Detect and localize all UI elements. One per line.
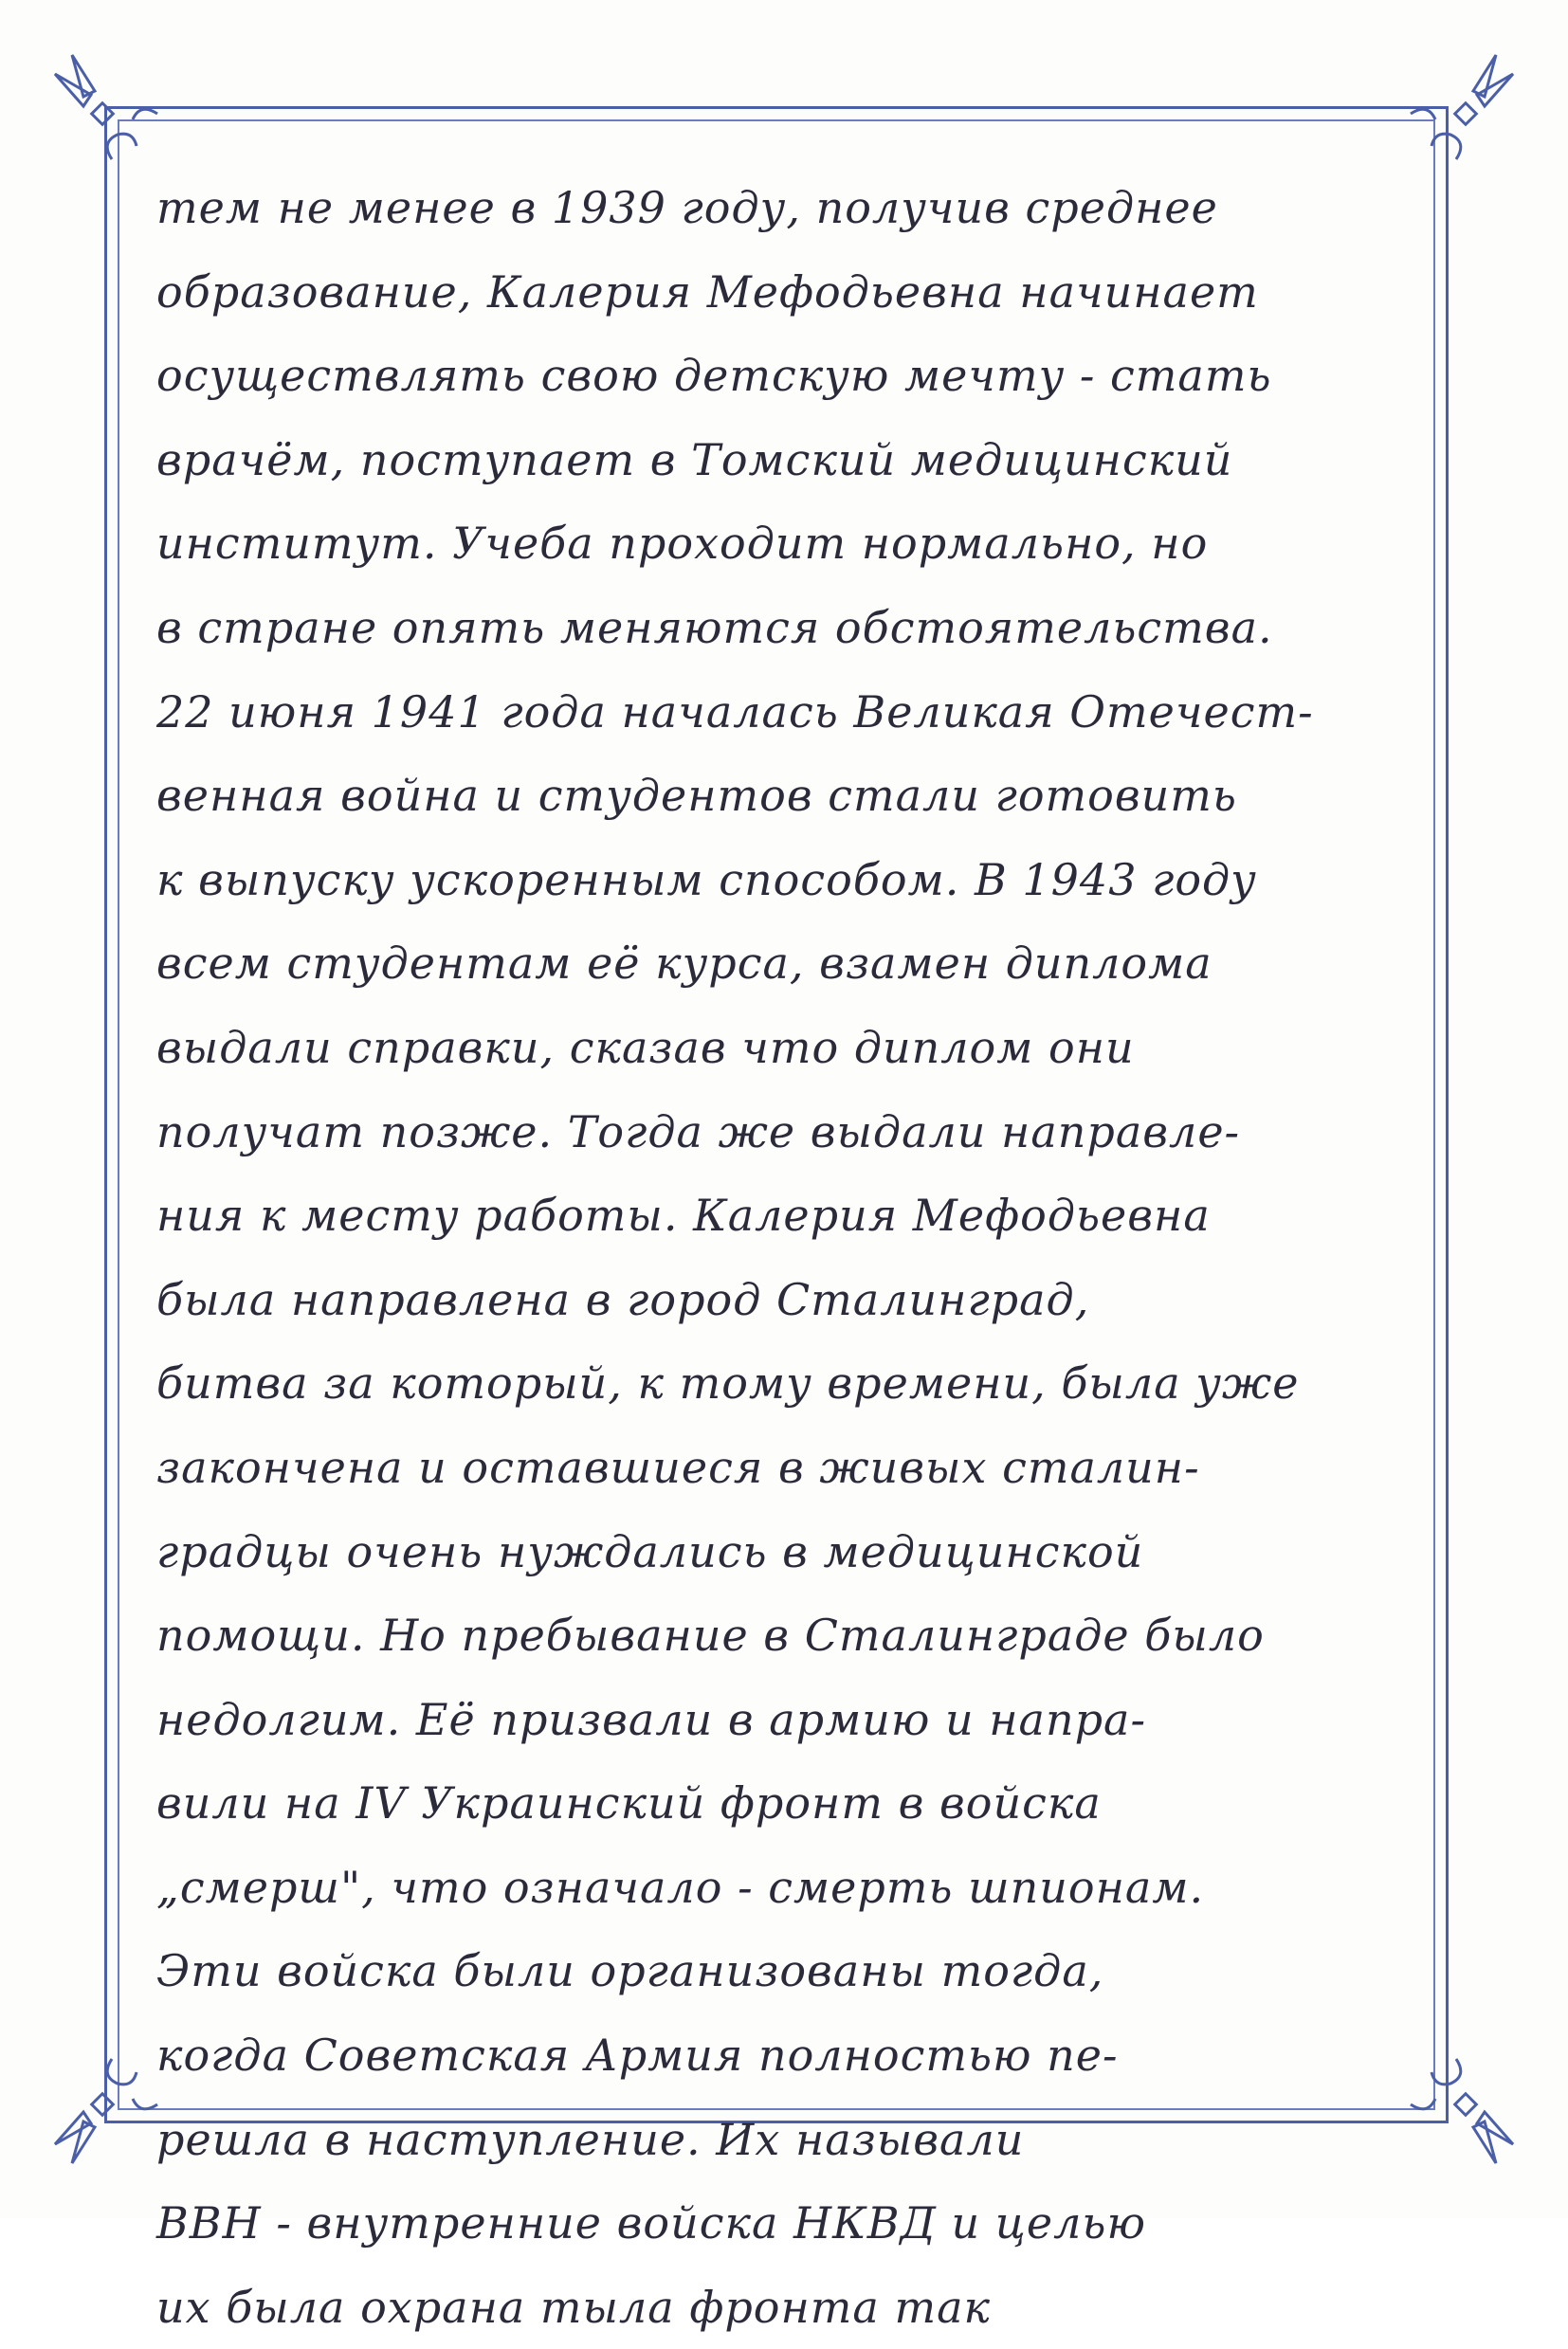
text-line-26: их была охрана тыла фронта так [156, 2281, 991, 2333]
text-line-22: Эти войска были организованы тогда, [156, 1945, 1104, 1997]
text-line-6: в стране опять меняются обстоятельства. [156, 601, 1273, 653]
text-line-12: получат позже. Тогда же выдали направле- [156, 1105, 1241, 1157]
text-line-11: выдали справки, сказав что диплом они [156, 1021, 1135, 1073]
text-line-8: венная война и студентов стали готовить [156, 770, 1237, 822]
text-line-7: 22 июня 1941 года началась Великая Отечест- [156, 685, 1314, 737]
text-line-20: вили на IV Украинский фронт в войска [156, 1777, 1102, 1830]
text-line-25: ВВН - внутренние войска НКВД и целью [156, 2197, 1146, 2249]
corner-ornament-top-left [46, 47, 169, 171]
text-line-19: недолгим. Её призвали в армию и напра- [156, 1693, 1147, 1745]
text-line-14: была направлена в город Сталинград, [156, 1273, 1090, 1325]
text-line-16: закончена и оставшиеся в живых сталин- [156, 1441, 1200, 1493]
corner-ornament-icon [46, 47, 169, 171]
text-line-3: осуществлять свою детскую мечту - стать [156, 350, 1272, 402]
corner-ornament-bottom-left [46, 2048, 169, 2171]
handwritten-text-block [156, 166, 1465, 2349]
corner-ornament-icon [1399, 47, 1522, 171]
text-line-21: „смерш", что означало - смерть шпионам. [156, 1861, 1205, 1913]
text-line-24: решла в наступление. Их называли [156, 2113, 1025, 2165]
text-line-1: тем не менее в 1939 году, получив среднее [156, 182, 1218, 233]
text-line-13: ния к месту работы. Калерия Мефодьевна [156, 1190, 1211, 1242]
text-line-2: образование, Калерия Мефодьевна начинает [156, 265, 1259, 318]
text-line-9: к выпуску ускоренным способом. В 1943 году [156, 853, 1257, 905]
text-line-5: институт. Учеба проходит нормально, но [156, 518, 1209, 570]
text-line-10: всем студентам её курса, взамен диплома [156, 938, 1212, 990]
text-line-23: когда Советская Армия полностью пе- [156, 2030, 1119, 2082]
text-line-17: градцы очень нуждались в медицинской [156, 1525, 1144, 1577]
corner-ornament-top-right [1399, 47, 1522, 171]
text-line-18: помощи. Но пребывание в Сталинграде было [156, 1610, 1265, 1662]
text-line-4: врачём, поступает в Томский медицинский [156, 433, 1233, 485]
text-line-15: битва за который, к тому времени, была уже [156, 1357, 1300, 1410]
corner-ornament-icon [46, 2048, 169, 2171]
